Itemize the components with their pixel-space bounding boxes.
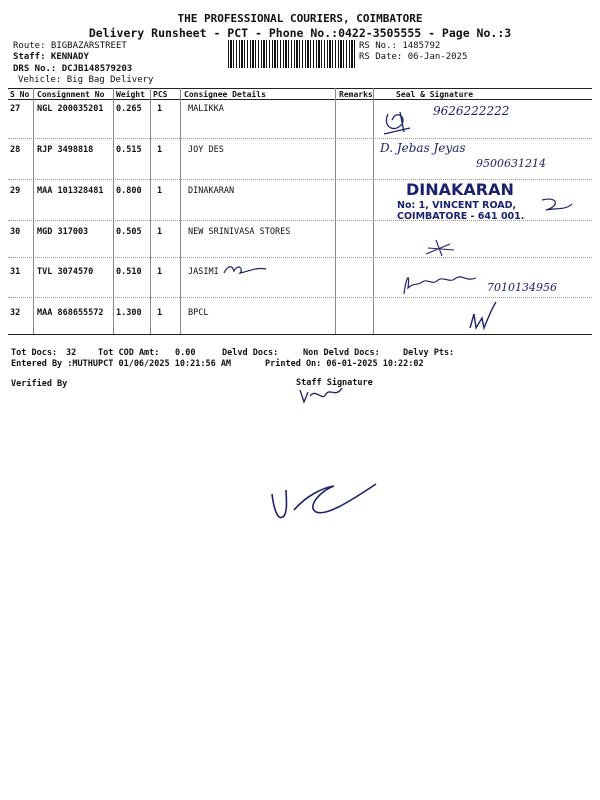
staff-signature [296,384,346,406]
barcode [228,40,356,68]
row-weight: 0.265 [116,104,142,114]
col-header-pcs: PCS [153,90,168,99]
row-pcs: 1 [157,186,163,196]
col-header-remarks: Remarks [339,90,373,99]
delvd-docs-label: Delvd Docs: [222,348,279,358]
handwritten-phone-31: 7010134956 [487,281,557,294]
signature-row-30 [420,236,460,260]
row-sno: 28 [10,145,21,155]
row-consignment: MAA 868655572 [37,308,104,318]
col-header-sno: S No [10,90,30,99]
row-consignment: NGL 200035201 [37,104,104,114]
staff-label: Staff: KENNADY [13,52,89,62]
row-consignee: JOY DES [188,145,224,155]
printed-on: Printed On: 06-01-2025 10:22:02 [265,359,424,369]
rs-date: RS Date: 06-Jan-2025 [359,52,468,62]
signature-row-32 [462,298,502,338]
verifier-signature [266,476,386,526]
tot-cod-label: Tot COD Amt: [98,348,160,358]
rs-number: RS No.: 1485792 [359,41,441,51]
non-delvd-docs-label: Non Delvd Docs: [303,348,380,358]
vehicle-label: Vehicle: Big Bag Delivery [18,75,154,85]
row-weight: 0.505 [116,227,142,237]
tot-docs-value: 32 [66,348,77,358]
row-consignee: JASIMI [188,267,219,277]
table-header-border [8,99,592,100]
stamp-name: DINAKARAN [406,180,514,199]
row-sno: 29 [10,186,21,196]
row-sno: 32 [10,308,21,318]
row-sno: 31 [10,267,21,277]
col-header-consignee: Consignee Details [184,90,266,99]
row-consignee: DINAKARAN [188,186,235,196]
row-pcs: 1 [157,145,163,155]
row-pcs: 1 [157,227,163,237]
row-consignee: BPCL [188,308,209,318]
col-header-seal-signature: Seal & Signature [396,90,474,99]
table-bottom-border [8,334,592,335]
tot-docs-label: Tot Docs: [11,348,58,358]
signature-row-29 [538,196,578,216]
row-divider [8,257,592,258]
runsheet-subtitle: Delivery Runsheet - PCT - Phone No.:0422-3505555 - Page No.:3 [88,26,512,40]
row-weight: 0.515 [116,145,142,155]
row-pcs: 1 [157,104,163,114]
row-pcs: 1 [157,267,163,277]
tot-cod-value: 0.00 [175,348,196,358]
handwritten-phone-28: 9500631214 [476,157,546,170]
row-consignment: MGD 317003 [37,227,89,237]
row-weight: 1.300 [116,308,142,318]
row-sno: 30 [10,227,21,237]
row-weight: 0.800 [116,186,142,196]
table-top-border [8,88,592,89]
row-consignee: MALIKKA [188,104,224,114]
delvy-pts-label: Delvy Pts: [403,348,455,358]
signature-row-27 [380,104,420,140]
handwritten-name-28: D. Jebas Jeyas [380,141,466,155]
entered-by: Entered By :MUTHUPCT 01/06/2025 10:21:56 AM [11,359,232,369]
row-consignment: RJP 3498818 [37,145,94,155]
stamp-address-2: COIMBATORE - 641 001. [397,211,525,222]
handwritten-phone-27: 9626222222 [433,104,510,118]
row-weight: 0.510 [116,267,142,277]
verified-by: Verified By [11,379,68,389]
signature-row-31 [400,268,482,298]
row-consignment: MAA 101328481 [37,186,104,196]
company-title: THE PROFESSIONAL COURIERS, COIMBATORE [177,12,423,25]
row-divider [8,138,592,139]
drs-number: DRS No.: DCJB148579203 [13,64,133,74]
row-consignee: NEW SRINIVASA STORES [188,227,291,237]
signature-row-31-inline [222,263,268,277]
row-consignment: TVL 3074570 [37,267,94,277]
staff-signature-label: Staff Signature [296,378,373,388]
stamp-address-1: No: 1, VINCENT ROAD, [397,200,517,211]
col-header-consignment: Consignment No [37,90,105,99]
row-sno: 27 [10,104,21,114]
row-pcs: 1 [157,308,163,318]
col-header-weight: Weight [116,90,145,99]
route-label: Route: BIGBAZARSTREET [13,41,127,51]
row-divider [8,297,592,298]
